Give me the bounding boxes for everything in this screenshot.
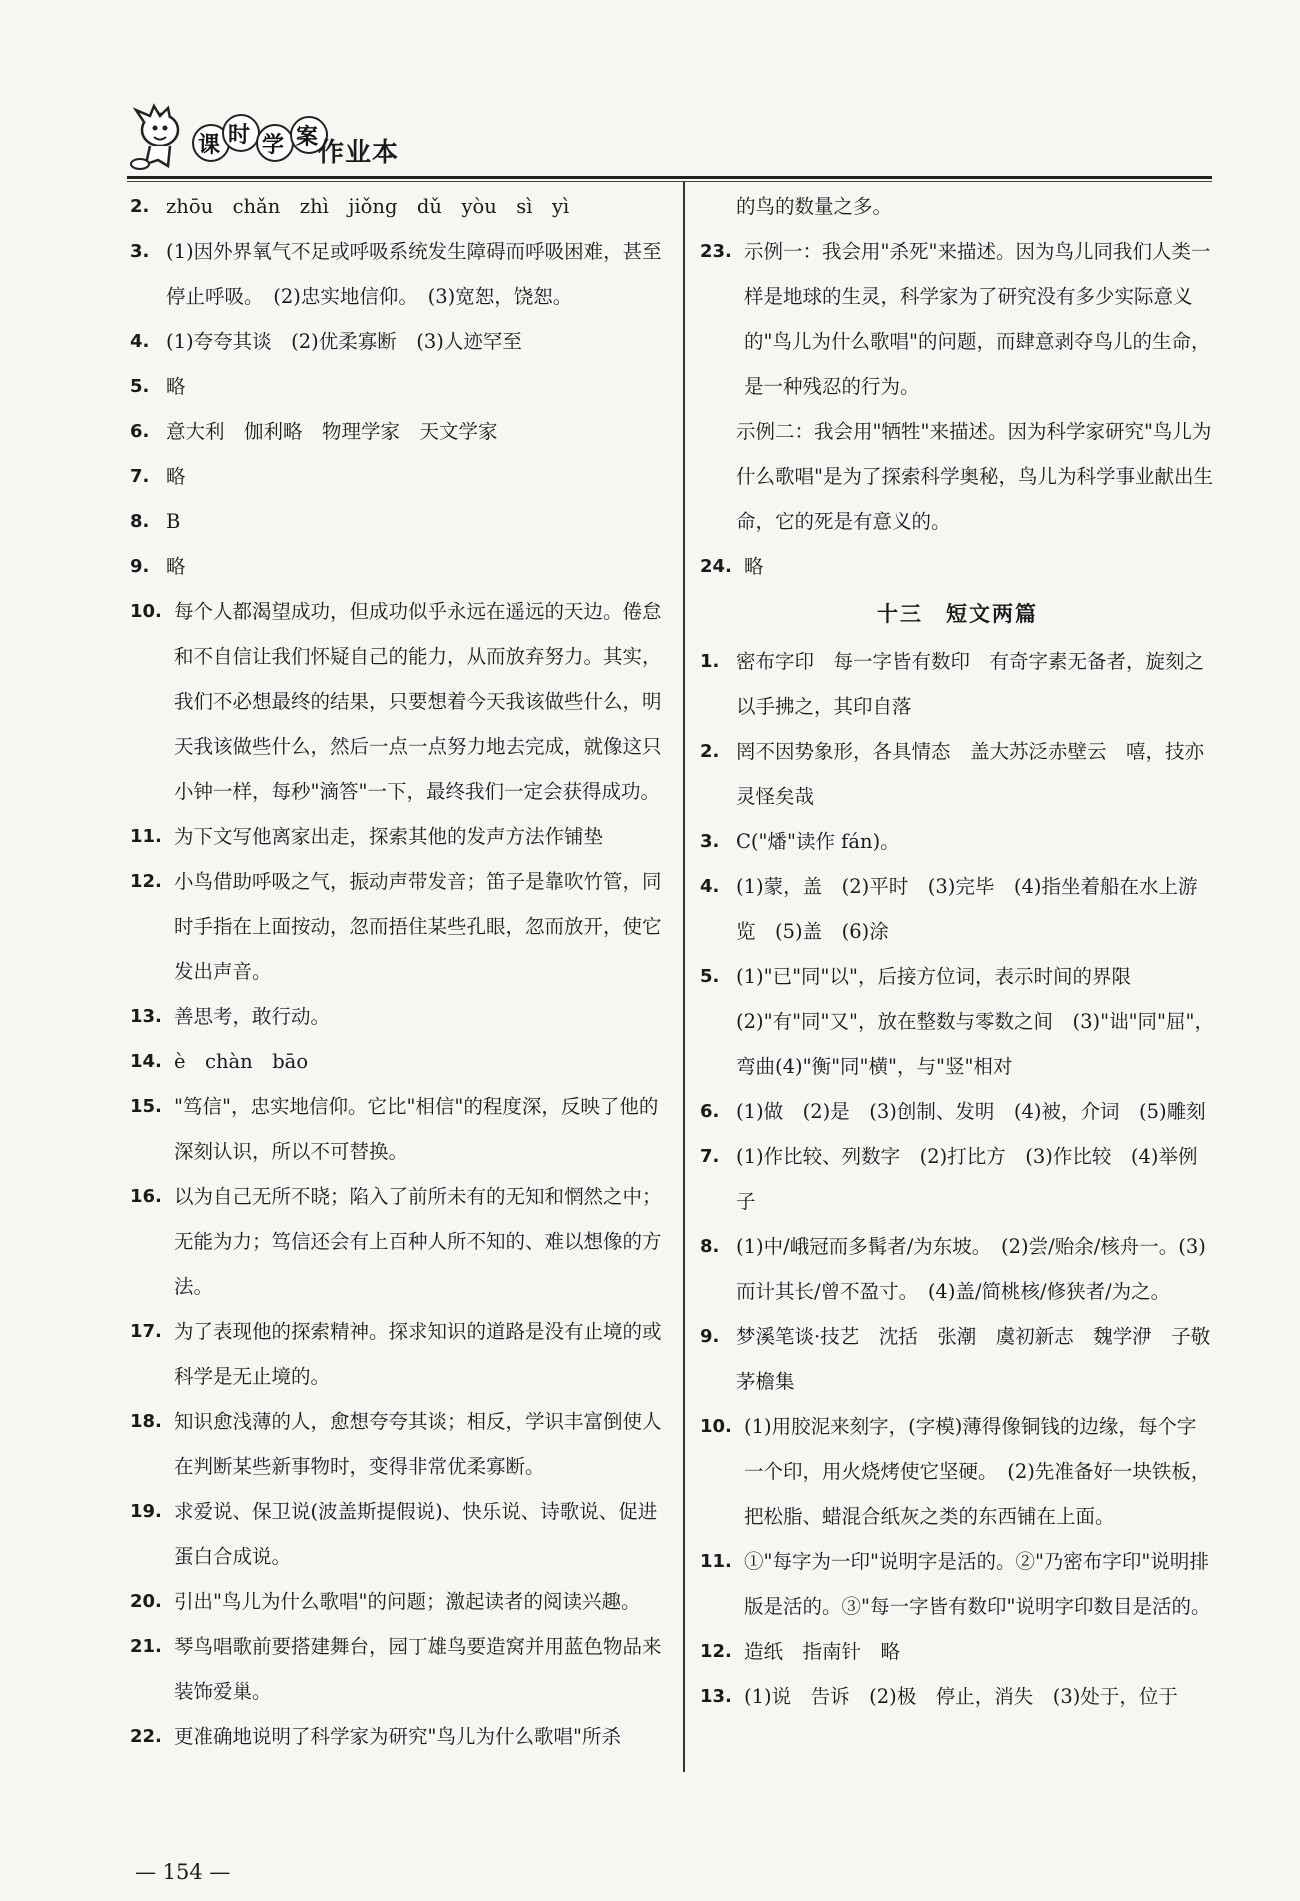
answer-text: (1)夸夸其谈 (2)优柔寡断 (3)人迹罕至 (166, 330, 522, 353)
answer-number: 11. (130, 826, 162, 847)
logo-char-2: 时 (228, 123, 251, 148)
answer-item (130, 859, 670, 994)
answer-number: 9. (130, 556, 150, 577)
page-number: — 154 — (135, 1860, 231, 1884)
answer-text: 为了表现他的探索精神。探求知识的道路是没有止境的或科学是无止境的。 (174, 1320, 662, 1388)
answer-item (130, 994, 670, 1039)
answer-item (700, 1674, 1215, 1719)
answer-item (130, 1309, 670, 1399)
answer-item (130, 184, 670, 229)
answer-text: zhōu chǎn zhì jiǒng dǔ yòu sì yì (166, 195, 570, 218)
answer-item (700, 1539, 1215, 1629)
answer-text: 为下文写他离家出走，探索其他的发声方法作铺垫 (174, 825, 604, 848)
logo-char-4: 案 (296, 125, 319, 150)
answer-item (700, 639, 1215, 729)
answer-text: "笃信"，忠实地信仰。它比"相信"的程度深，反映了他的深刻认识，所以不可替换。 (174, 1095, 659, 1163)
answer-item (130, 454, 670, 499)
column-divider (683, 182, 685, 1772)
answer-text: (1)因外界氧气不足或呼吸系统发生障碍而呼吸困难，甚至停止呼吸。 (2)忠实地信仰。 (3)宽恕，饶恕。 (166, 240, 662, 308)
answer-item (700, 819, 1215, 864)
book-title: 作业本 (318, 138, 400, 168)
answer-number: 20. (130, 1591, 162, 1612)
answer-number: 23. (700, 241, 732, 262)
answer-number: 4. (130, 331, 150, 352)
answer-text: 略 (744, 555, 764, 578)
cartoon-mascot-icon (128, 102, 188, 172)
answer-item (700, 1089, 1215, 1134)
answer-item (700, 1134, 1215, 1224)
answer-text: (1)中/峨冠而多髯者/为东坡。 (2)尝/贻余/核舟一。(3)而计其长/曾不盈寸。 (4)盖/简桃核/修狭者/为之。 (736, 1235, 1206, 1303)
answer-item (130, 1399, 670, 1489)
answer-text: 罔不因势象形，各具情态 盖大苏泛赤壁云 嘻，技亦灵怪矣哉 (736, 740, 1205, 808)
answer-number: 2. (130, 196, 150, 217)
answer-item (130, 364, 670, 409)
answer-number: 17. (130, 1321, 162, 1342)
answer-text: 每个人都渴望成功，但成功似乎永远在遥远的天边。倦怠和不自信让我们怀疑自己的能力，从而放弃努力。其实，我们不必想最终的结果，只要想着今天我该做些什么，明天我该做些什么，然后一点一点努力地去完成，就像这只小钟一样，每秒"滴答"一下，最终我们一定会获得成功。 (174, 600, 662, 803)
answer-text: (1)蒙，盖 (2)平时 (3)完毕 (4)指坐着船在水上游览 (5)盖 (6)涂 (736, 875, 1198, 943)
answer-number: 6. (130, 421, 150, 442)
answer-number: 12. (700, 1641, 732, 1662)
answer-number: 6. (700, 1101, 720, 1122)
answer-text: 略 (166, 375, 186, 398)
answer-number: 11. (700, 1551, 732, 1572)
answer-text: (1)作比较、列数字 (2)打比方 (3)作比较 (4)举例子 (736, 1145, 1198, 1213)
answer-text: 琴鸟唱歌前要搭建舞台，园丁雄鸟要造窝并用蓝色物品来装饰爱巢。 (174, 1635, 662, 1703)
answer-item (130, 229, 670, 319)
answer-text: è chàn bāo (174, 1050, 309, 1073)
answer-number: 21. (130, 1636, 162, 1657)
answer-number: 22. (130, 1726, 162, 1747)
answer-number: 12. (130, 871, 162, 892)
answer-number: 3. (130, 241, 150, 262)
answer-item (130, 499, 670, 544)
answer-text: 示例一：我会用"杀死"来描述。因为鸟儿同我们人类一样是地球的生灵，科学家为了研究没有多少实际意义的"鸟儿为什么歌唱"的问题，而肆意剥夺鸟儿的生命，是一种残忍的行为。 (744, 240, 1211, 398)
answer-number: 8. (700, 1236, 720, 1257)
logo-char-1: 课 (198, 133, 221, 158)
answer-item (700, 1314, 1230, 1404)
answer-number: 24. (700, 556, 732, 577)
answer-text: 造纸 指南针 略 (744, 1640, 901, 1663)
answer-text: 引出"鸟儿为什么歌唱"的问题；激起读者的阅读兴趣。 (174, 1590, 641, 1613)
answer-text: 知识愈浅薄的人，愈想夸夸其谈；相反，学识丰富倒使人在判断某些新事物时，变得非常优柔寡断。 (174, 1410, 662, 1478)
answer-text: 求爱说、保卫说(波盖斯提假说)、快乐说、诗歌说、促进蛋白合成说。 (174, 1500, 658, 1568)
header-rule-thin (127, 181, 1212, 182)
right-column (700, 184, 1230, 1719)
answer-number: 1. (700, 651, 720, 672)
answer-number: 4. (700, 876, 720, 897)
answer-text: 梦溪笔谈·技艺 沈括 张潮 虞初新志 魏学洢 子敬 茅檐集 (736, 1325, 1230, 1393)
page-header (118, 100, 1218, 180)
answer-number: 2. (700, 741, 720, 762)
answer-number: 16. (130, 1186, 162, 1207)
answer-text: 略 (166, 465, 186, 488)
answer-text: B (166, 510, 181, 533)
answer-item (130, 319, 670, 364)
answer-text: (1)用胶泥来刻字，(字模)薄得像铜钱的边缘，每个字一个印，用火烧烤使它坚硬。 (2)先准备好一块铁板，把松脂、蜡混合纸灰之类的东西铺在上面。 (744, 1415, 1211, 1528)
answer-text: (1)说 告诉 (2)极 停止，消失 (3)处于，位于 (744, 1685, 1178, 1708)
answer-number: 7. (130, 466, 150, 487)
answer-item (130, 814, 670, 859)
answer-number: 3. (700, 831, 720, 852)
answer-number: 13. (700, 1686, 732, 1707)
answer-item (130, 1084, 670, 1174)
answer-item (700, 864, 1215, 954)
answer-number: 10. (700, 1416, 732, 1437)
answer-text: C("燔"读作 fán)。 (736, 830, 900, 853)
answer-item (700, 1404, 1215, 1539)
answer-item (700, 1224, 1215, 1314)
answer-number: 19. (130, 1501, 162, 1522)
answer-23-example-2: 示例二：我会用"牺牲"来描述。因为科学家研究"鸟儿为什么歌唱"是为了探索科学奥秘，鸟儿为科学事业献出生命，它的死是有意义的。 (736, 420, 1213, 533)
answer-item (130, 1174, 670, 1309)
answer-item (700, 729, 1215, 819)
answer-number: 15. (130, 1096, 162, 1117)
answer-number: 9. (700, 1326, 720, 1347)
answer-item (700, 954, 1215, 1089)
answer-number: 5. (700, 966, 720, 987)
answer-number: 10. (130, 601, 162, 622)
answer-text: 意大利 伽利略 物理学家 天文学家 (166, 420, 498, 443)
answer-number: 18. (130, 1411, 162, 1432)
section-title: 十三 短文两篇 (877, 602, 1038, 626)
left-column (130, 184, 670, 1759)
logo-char-3: 学 (262, 133, 285, 158)
answer-item (130, 589, 670, 814)
answer-item (130, 1579, 670, 1624)
answer-text: ①"每字为一印"说明字是活的。②"乃密布字印"说明排版是活的。③"每一字皆有数印"说明字印数目是活的。 (744, 1550, 1211, 1618)
answer-text: 更准确地说明了科学家为研究"鸟儿为什么歌唱"所杀 (174, 1725, 621, 1748)
answer-text: 以为自己无所不晓；陷入了前所未有的无知和惘然之中；无能为力；笃信还会有上百种人所不知的、难以想像的方法。 (174, 1185, 662, 1298)
answer-text: 密布字印 每一字皆有数印 有奇字素无备者，旋刻之以手拂之，其印自落 (736, 650, 1205, 718)
answer-item (130, 544, 670, 589)
answer-number: 14. (130, 1051, 162, 1072)
answer-number: 13. (130, 1006, 162, 1027)
answer-number: 5. (130, 376, 150, 397)
answer-item (130, 409, 670, 454)
answer-item (700, 544, 1215, 589)
answer-text: 略 (166, 555, 186, 578)
answer-text: (1)做 (2)是 (3)创制、发明 (4)被，介词 (5)雕刻 (736, 1100, 1206, 1123)
answer-number: 8. (130, 511, 150, 532)
answer-item (130, 1489, 670, 1579)
continuation-text: 的鸟的数量之多。 (736, 195, 893, 218)
answer-item (700, 1629, 1215, 1674)
answer-text: 善思考，敢行动。 (174, 1005, 331, 1028)
header-rule (127, 176, 1212, 179)
answer-item (130, 1039, 670, 1084)
answer-text: 小鸟借助呼吸之气，振动声带发音；笛子是靠吹竹管，同时手指在上面按动，忽而捂住某些孔眼，忽而放开，使它发出声音。 (174, 870, 662, 983)
answer-text: (1)"已"同"以"，后接方位词，表示时间的界限(2)"有"同"又"，放在整数与零数之间 (3)"诎"同"屈"，弯曲(4)"衡"同"横"，与"竖"相对 (736, 965, 1214, 1078)
answer-item (700, 229, 1215, 409)
answer-number: 7. (700, 1146, 720, 1167)
answer-item (130, 1624, 670, 1714)
answer-item (130, 1714, 670, 1759)
